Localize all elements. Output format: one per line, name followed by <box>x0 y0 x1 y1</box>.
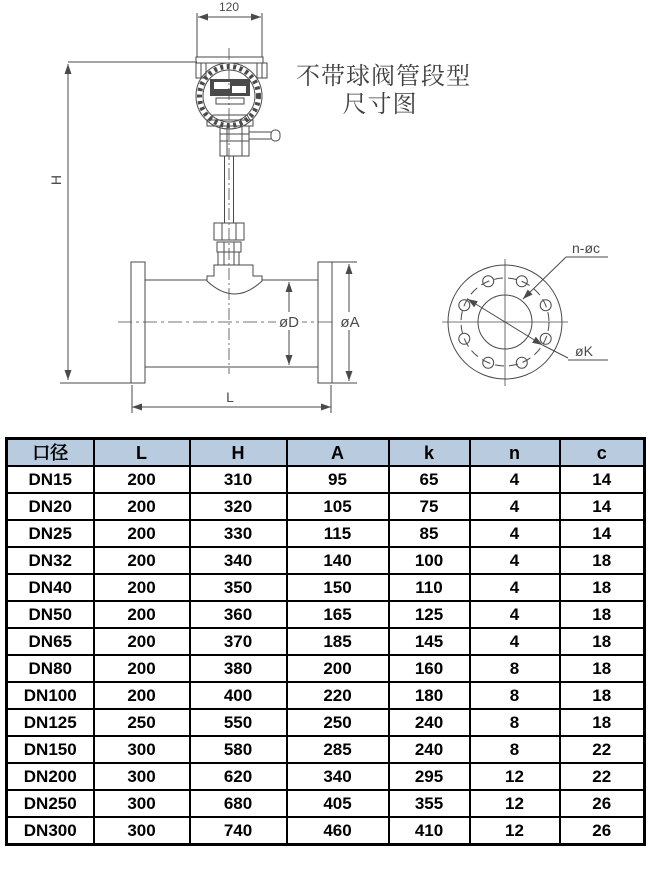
table-cell: 370 <box>190 628 287 655</box>
table-cell: 160 <box>389 655 470 682</box>
table-cell: 12 <box>470 763 560 790</box>
table-cell: 8 <box>470 682 560 709</box>
table-cell: 18 <box>560 547 645 574</box>
table-cell: 4 <box>470 574 560 601</box>
dim-length-label: L <box>226 389 234 405</box>
flange-end-view <box>442 240 608 386</box>
table-cell: 200 <box>287 655 389 682</box>
table-header-row <box>7 439 645 467</box>
table-cell: 18 <box>560 601 645 628</box>
table-cell: 115 <box>287 520 389 547</box>
table-cell-size: DN32 <box>7 547 94 574</box>
transmitter-head <box>196 57 267 156</box>
table-cell: 580 <box>190 736 287 763</box>
table-cell: 355 <box>389 790 470 817</box>
table-cell: 200 <box>94 601 190 628</box>
table-cell-size: DN50 <box>7 601 94 628</box>
table-row <box>7 493 645 520</box>
table-cell: 380 <box>190 655 287 682</box>
table-cell: 300 <box>94 736 190 763</box>
table-cell: 4 <box>470 493 560 520</box>
table-cell: 410 <box>389 817 470 845</box>
table-cell: 405 <box>287 790 389 817</box>
table-cell-size: DN150 <box>7 736 94 763</box>
table-cell: 300 <box>94 817 190 845</box>
table-cell-size: DN250 <box>7 790 94 817</box>
table-cell: 18 <box>560 655 645 682</box>
table-cell: 240 <box>389 736 470 763</box>
bolt-holes-label: n-øc <box>572 240 600 256</box>
table-cell: 185 <box>287 628 389 655</box>
table-cell: 400 <box>190 682 287 709</box>
table-row <box>7 520 645 547</box>
table-cell: 550 <box>190 709 287 736</box>
table-cell: 8 <box>470 709 560 736</box>
dim-height-label: H <box>48 174 64 186</box>
table-cell: 340 <box>190 547 287 574</box>
table-cell: 18 <box>560 709 645 736</box>
table-cell: 26 <box>560 790 645 817</box>
table-cell: 200 <box>94 628 190 655</box>
table-cell: 200 <box>94 547 190 574</box>
dim-inner-diameter-label: øD <box>279 314 299 331</box>
table-cell: 330 <box>190 520 287 547</box>
table-row <box>7 709 645 736</box>
table-cell: 65 <box>389 466 470 493</box>
drawing-title-line1: 不带球阀管段型 <box>296 63 471 90</box>
column-header-A: A <box>287 439 389 467</box>
dim-top-width <box>197 0 262 57</box>
table-cell: 285 <box>287 736 389 763</box>
table-cell: 22 <box>560 736 645 763</box>
table-cell: 4 <box>470 628 560 655</box>
table-cell: 105 <box>287 493 389 520</box>
table-cell: 14 <box>560 520 645 547</box>
table-cell: 680 <box>190 790 287 817</box>
table-cell: 300 <box>94 790 190 817</box>
table-cell: 360 <box>190 601 287 628</box>
table-cell: 125 <box>389 601 470 628</box>
dim-height <box>48 62 197 383</box>
table-cell: 18 <box>560 628 645 655</box>
table-cell: 18 <box>560 574 645 601</box>
table-cell: 460 <box>287 817 389 845</box>
table-cell-size: DN25 <box>7 520 94 547</box>
table-cell-size: DN200 <box>7 763 94 790</box>
table-cell: 14 <box>560 466 645 493</box>
bolt-circle-label: øK <box>575 343 593 359</box>
table-row <box>7 763 645 790</box>
column-header-k: k <box>389 439 470 467</box>
dim-inner-diameter <box>276 282 302 365</box>
flowmeter-dimension-diagram <box>0 0 650 437</box>
table-row <box>7 682 645 709</box>
table-cell: 110 <box>389 574 470 601</box>
table-cell: 250 <box>287 709 389 736</box>
table-cell-size: DN65 <box>7 628 94 655</box>
dim-flange-diameter-label: øA <box>340 314 360 331</box>
table-cell-size: DN125 <box>7 709 94 736</box>
dimension-drawing <box>0 0 650 437</box>
table-cell: 75 <box>389 493 470 520</box>
table-cell: 150 <box>287 574 389 601</box>
table-cell: 220 <box>287 682 389 709</box>
table-cell: 740 <box>190 817 287 845</box>
table-cell-size: DN20 <box>7 493 94 520</box>
column-header-n: n <box>470 439 560 467</box>
table-cell: 200 <box>94 520 190 547</box>
column-header-L: L <box>94 439 190 467</box>
table-row <box>7 547 645 574</box>
table-cell: 140 <box>287 547 389 574</box>
table-cell: 200 <box>94 655 190 682</box>
table-cell: 165 <box>287 601 389 628</box>
table-row <box>7 817 645 845</box>
table-row <box>7 628 645 655</box>
table-row <box>7 790 645 817</box>
table-cell: 4 <box>470 601 560 628</box>
table-row <box>7 655 645 682</box>
table-cell: 145 <box>389 628 470 655</box>
table-cell: 200 <box>94 493 190 520</box>
cable-connector <box>249 130 280 141</box>
table-cell-size: DN15 <box>7 466 94 493</box>
table-row <box>7 736 645 763</box>
table-cell: 180 <box>389 682 470 709</box>
table-cell: 340 <box>287 763 389 790</box>
table-row <box>7 574 645 601</box>
table-cell-size: DN100 <box>7 682 94 709</box>
drawing-title <box>296 63 471 118</box>
table-cell: 200 <box>94 574 190 601</box>
table-cell: 8 <box>470 655 560 682</box>
saddle-mount <box>207 265 262 294</box>
column-header-diameter: 口径 <box>7 439 94 467</box>
table-cell: 310 <box>190 466 287 493</box>
table-cell: 300 <box>94 763 190 790</box>
table-row <box>7 601 645 628</box>
table-cell: 12 <box>470 790 560 817</box>
table-cell: 100 <box>389 547 470 574</box>
table-cell: 200 <box>94 466 190 493</box>
table-cell: 85 <box>389 520 470 547</box>
table-cell: 95 <box>287 466 389 493</box>
table-row <box>7 466 645 493</box>
table-cell: 4 <box>470 547 560 574</box>
table-cell: 250 <box>94 709 190 736</box>
dim-length <box>132 385 331 413</box>
dim-top-width-label: 120 <box>218 0 240 14</box>
table-cell: 4 <box>470 466 560 493</box>
table-cell: 200 <box>94 682 190 709</box>
dimension-table <box>5 437 646 846</box>
table-cell: 14 <box>560 493 645 520</box>
table-cell: 320 <box>190 493 287 520</box>
table-cell: 4 <box>470 520 560 547</box>
table-cell-size: DN300 <box>7 817 94 845</box>
column-header-c: c <box>560 439 645 467</box>
table-cell: 12 <box>470 817 560 845</box>
table-cell: 620 <box>190 763 287 790</box>
drawing-title-line2: 尺寸图 <box>342 91 418 118</box>
table-cell: 22 <box>560 763 645 790</box>
dim-flange-diameter <box>332 262 364 383</box>
table-cell: 26 <box>560 817 645 845</box>
table-cell-size: DN40 <box>7 574 94 601</box>
table-cell: 8 <box>470 736 560 763</box>
table-cell: 295 <box>389 763 470 790</box>
table-cell-size: DN80 <box>7 655 94 682</box>
center-lines <box>118 48 362 374</box>
column-header-H: H <box>190 439 287 467</box>
table-cell: 18 <box>560 682 645 709</box>
table-cell: 240 <box>389 709 470 736</box>
table-cell: 350 <box>190 574 287 601</box>
